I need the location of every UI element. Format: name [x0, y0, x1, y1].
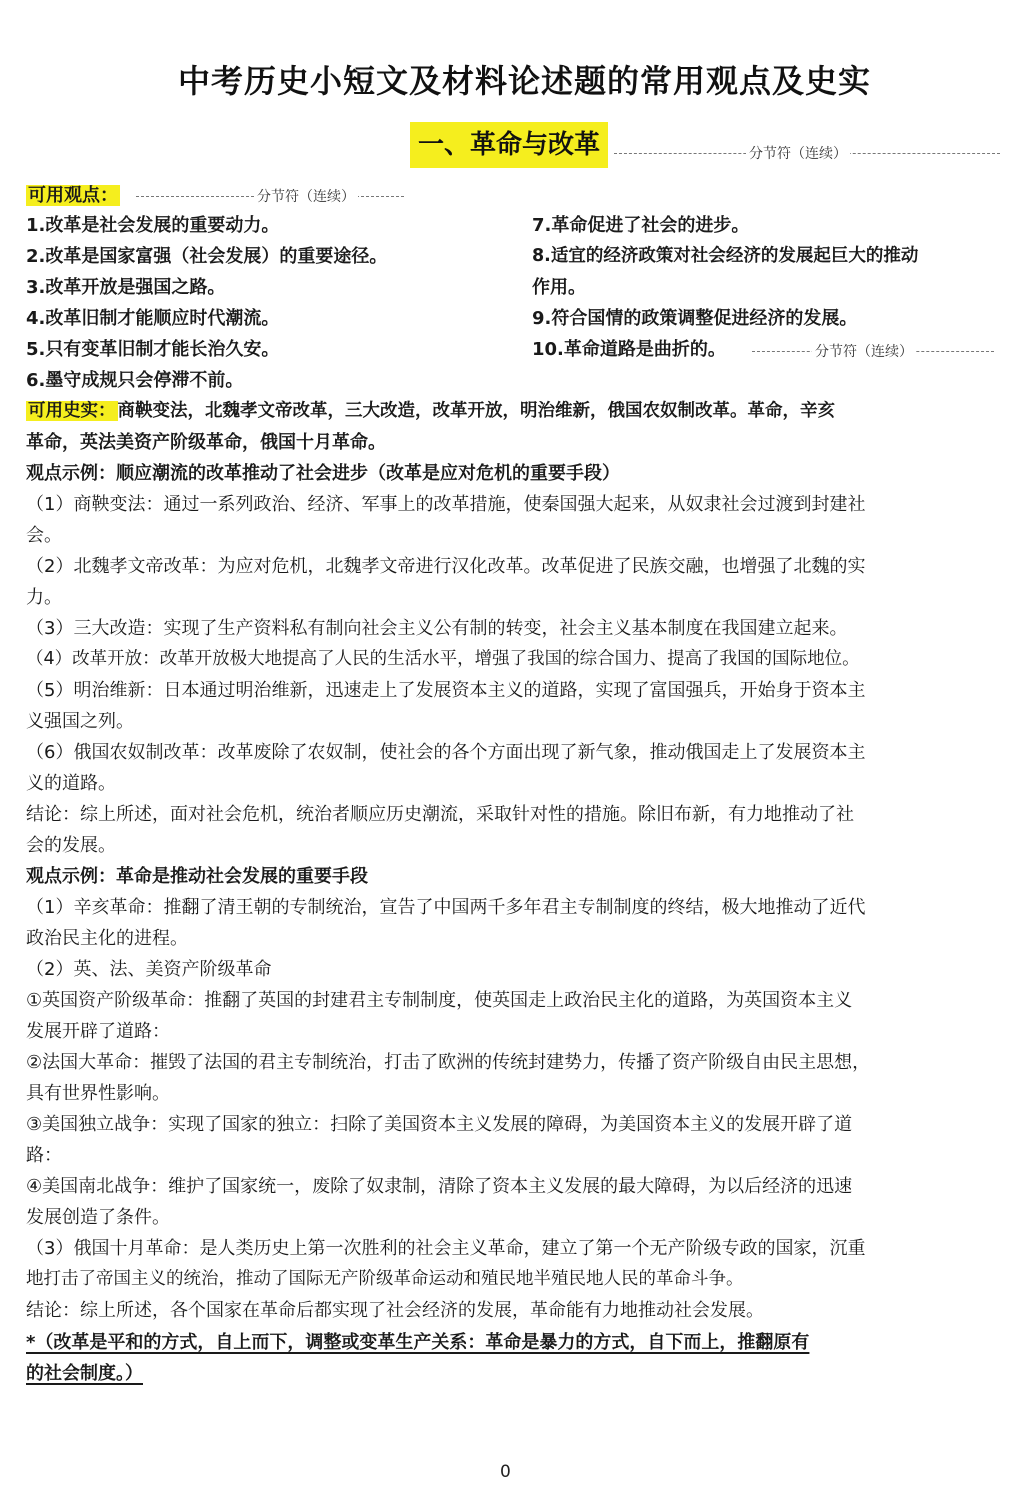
facts-text: 商鞅变法，北魏孝文帝改革，三大改造，改革开放，明治维新，俄国农奴制改革。革命，辛亥 [117, 401, 835, 421]
example-line: （1）商鞅变法：通过一系列政治、经济、军事上的改革措施，使秦国强大起来，从奴隶社会过渡到封建社 [26, 494, 866, 515]
example-line: 发展创造了条件。 [26, 1207, 170, 1228]
example-line: ④美国南北战争：维护了国家统一，废除了奴隶制，清除了资本主义发展的最大障碍，为以后经济的迅速 [26, 1176, 853, 1197]
example-line: 地打击了帝国主义的统治，推动了国际无产阶级革命运动和殖民地半殖民地人民的革命斗争。 [26, 1269, 744, 1289]
example-line: （5）明治维新：日本通过明治维新，迅速走上了发展资本主义的道路，实现了富国强兵，开始身于资本主 [26, 680, 866, 701]
example-line: 政治民主化的进程。 [26, 928, 188, 949]
viewpoint-item: 10.革命道路是曲折的。 [532, 339, 726, 360]
example-heading: 观点示例：革命是推动社会发展的重要手段 [26, 866, 368, 887]
viewpoints-label-row [26, 180, 120, 211]
section-title: 一、革命与改革 [410, 122, 608, 168]
section-separator-label: 分节符（连续） [746, 143, 850, 163]
section-header [410, 122, 1000, 168]
example-line: ①英国资产阶级革命：推翻了英国的封建君主专制制度，使英国走上政治民主化的道路，为英国资本主义 [26, 990, 853, 1011]
viewpoint-item: 5.只有变革旧制才能长治久安。 [26, 339, 280, 360]
viewpoints-label: 可用观点： [28, 185, 118, 206]
example-line: 具有世界性影响。 [26, 1083, 170, 1104]
viewpoint-item: 7.革命促进了社会的进步。 [532, 215, 750, 236]
example-line: 发展开辟了道路： [26, 1021, 170, 1042]
example-line: （2）英、法、美资产阶级革命 [26, 959, 272, 980]
example-line: 力。 [26, 587, 62, 608]
viewpoints-right-separator-label: 分节符（连续） [812, 341, 916, 361]
example-line: 会。 [26, 525, 62, 546]
example-line: （1）辛亥革命：推翻了清王朝的专制统治，宣告了中国两千多年君主专制制度的终结，极大地推动了近代 [26, 897, 866, 918]
example-line: 义强国之列。 [26, 711, 134, 732]
facts-label: 可用史实： [28, 401, 116, 421]
example-conclusion: 会的发展。 [26, 835, 116, 856]
example-line: ③美国独立战争：实现了国家的独立：扫除了美国资本主义发展的障碍，为美国资本主义的发展开辟了道 [26, 1114, 853, 1135]
viewpoint-item: 2.改革是国家富强（社会发展）的重要途径。 [26, 246, 388, 267]
example-line: 义的道路。 [26, 773, 116, 794]
viewpoint-item: 6.墨守成规只会停滞不前。 [26, 370, 244, 391]
example-heading: 观点示例：顺应潮流的改革推动了社会进步（改革是应对危机的重要手段） [26, 463, 620, 484]
note-line: 的社会制度。） [26, 1363, 143, 1384]
example-line: 路： [26, 1145, 62, 1166]
example-line: （3）三大改造：实现了生产资料私有制向社会主义公有制的转变，社会主义基本制度在我国建立起来。 [26, 618, 848, 639]
facts-text-continued: 革命，英法美资产阶级革命，俄国十月革命。 [26, 432, 386, 453]
example-conclusion: 结论：综上所述，面对社会危机，统治者顺应历史潮流，采取针对性的措施。除旧布新，有力地推动了社 [26, 804, 854, 825]
example-line: （6）俄国农奴制改革：改革废除了农奴制，使社会的各个方面出现了新气象，推动俄国走上了发展资本主 [26, 742, 866, 763]
viewpoint-item: 3.改革开放是强国之路。 [26, 277, 226, 298]
example-line: （4）改革开放：改革开放极大地提高了人民的生活水平，增强了我国的综合国力、提高了我国的国际地位。 [26, 649, 860, 669]
viewpoint-item: 1.改革是社会发展的重要动力。 [26, 215, 280, 236]
example-line: （3）俄国十月革命：是人类历史上第一次胜利的社会主义革命，建立了第一个无产阶级专政的国家，沉重 [26, 1238, 866, 1259]
example-conclusion: 结论：综上所述，各个国家在革命后都实现了社会经济的发展，革命能有力地推动社会发展。 [26, 1300, 764, 1321]
example-line: ②法国大革命：摧毁了法国的君主专制统治，打击了欧洲的传统封建势力，传播了资产阶级自由民主思想， [26, 1052, 871, 1073]
page-title: 中考历史小短文及材料论述题的常用观点及史实 [178, 62, 872, 100]
note-line: *（改革是平和的方式，自上而下，调整或变革生产关系：革命是暴力的方式，自下而上，推翻原有 [26, 1332, 810, 1353]
facts-row [26, 396, 835, 427]
viewpoint-item: 8.适宜的经济政策对社会经济的发展起巨大的推动 [532, 246, 919, 266]
viewpoint-item: 9.符合国情的政策调整促进经济的发展。 [532, 308, 858, 329]
example-line: （2）北魏孝文帝改革：为应对危机，北魏孝文帝进行汉化改革。改革促进了民族交融，也增强了北魏的实 [26, 556, 866, 577]
viewpoint-item: 作用。 [532, 277, 586, 298]
viewpoint-item: 4.改革旧制才能顺应时代潮流。 [26, 308, 280, 329]
viewpoints-separator-label: 分节符（连续） [254, 186, 358, 206]
page-number: 0 [500, 1462, 511, 1482]
